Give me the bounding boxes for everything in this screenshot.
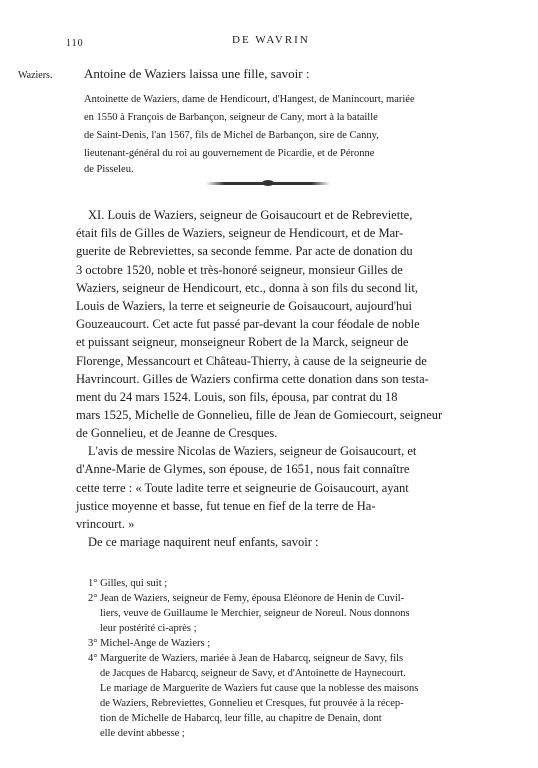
text-line: de Gonnelieu, et de Jeanne de Cresques. xyxy=(76,426,278,440)
text-line: de Saint-Denis, l'an 1567, fils de Michel de Barbançon, sire de Canny, xyxy=(84,130,379,141)
text-line: de Pisseleu. xyxy=(84,164,134,175)
text-line: L'avis de messire Nicolas de Waziers, seigneur de Goisaucourt, et xyxy=(88,444,417,458)
text-line: était fils de Gilles de Waziers, seigneur de Hendicourt, et de Mar- xyxy=(76,226,404,240)
text-line: justice moyenne et basse, fut tenue en fief de la terre de Ha- xyxy=(76,499,376,513)
text-line: lieutenant-général du roi au gouvernement de Picardie, et de Péronne xyxy=(84,148,375,159)
text-line: Waziers, seigneur de Hendicourt, etc., donna à son fils du second lit, xyxy=(76,281,418,295)
ornamental-rule-center xyxy=(262,180,274,186)
list-item: 1° Gilles, qui suit ; xyxy=(88,578,168,589)
text-line: Florenge, Messancourt et Château-Thierry, à cause de la seigneurie de xyxy=(76,354,427,368)
text-line: 3 octobre 1520, noble et très-honoré seigneur, monsieur Gilles de xyxy=(76,263,403,277)
list-item-continuation: tion de Michelle de Habarcq, leur fille, au chapitre de Denain, dont xyxy=(100,713,382,724)
text-line: d'Anne-Marie de Glymes, son épouse, de 1651, nous fait connaître xyxy=(76,462,410,476)
list-item-continuation: de Waziers, Rebreviettes, Gonnelieu et Cresques, fut prouvée à la récep- xyxy=(100,698,404,709)
list-item-continuation: Le mariage de Marguerite de Waziers fut cause que la noblesse des maisons xyxy=(100,683,419,694)
list-item-continuation: de Jacques de Habarcq, seigneur de Savy, et d'Antoinette de Haynecourt. xyxy=(100,668,406,679)
list-item-continuation: liers, veuve de Guillaume le Merchier, seigneur de Noreul. Nous donnons xyxy=(100,608,410,619)
text-line: en 1550 à François de Barbançon, seigneur de Cany, mort à la bataille xyxy=(84,112,378,123)
text-line: Antoinette de Waziers, dame de Hendicourt, d'Hangest, de Manincourt, mariée xyxy=(84,94,415,105)
text-line: De ce mariage naquirent neuf enfants, savoir : xyxy=(88,535,319,549)
list-item: 4° Marguerite de Waziers, mariée à Jean de Habarcq, seigneur de Savy, fils xyxy=(88,653,404,664)
intro-line: Antoine de Waziers laissa une fille, savoir : xyxy=(84,66,310,81)
text-line: Havrincourt. Gilles de Waziers confirma cette donation dans son testa- xyxy=(76,372,429,386)
text-line: mars 1525, Michelle de Gonnelieu, fille de Jean de Gomiecourt, seigneur xyxy=(76,408,443,422)
text-line: cette terre : « Toute ladite terre et seigneurie de Goisaucourt, ayant xyxy=(76,481,409,495)
text-line: et puissant seigneur, monseigneur Robert de la Marck, seigneur de xyxy=(76,335,409,349)
margin-note: Waziers. xyxy=(18,70,53,81)
list-item: 3° Michel-Ange de Waziers ; xyxy=(88,638,211,649)
text-line: vrincourt. » xyxy=(76,517,135,531)
list-item-continuation: elle devint abbesse ; xyxy=(100,728,185,739)
text-line: Gouzeaucourt. Cet acte fut passé par-devant la cour féodale de noble xyxy=(76,317,420,331)
text-line: Louis de Waziers, la terre et seigneurie de Goisaucourt, aujourd'hui xyxy=(76,299,412,313)
text-line: XI. Louis de Waziers, seigneur de Goisaucourt et de Rebreviette, xyxy=(88,208,413,222)
text-line: ment du 24 mars 1524. Louis, son fils, épousa, par contrat du 18 xyxy=(76,390,398,404)
running-head: DE WAVRIN xyxy=(232,34,310,46)
page-number: 110 xyxy=(66,38,84,49)
list-item-continuation: leur postérité ci-après ; xyxy=(100,623,197,634)
text-line: guerite de Rebreviettes, sa seconde femme. Par acte de donation du xyxy=(76,244,413,258)
list-item: 2° Jean de Waziers, seigneur de Femy, épousa Eléonore de Henin de Cuvil- xyxy=(88,593,405,604)
